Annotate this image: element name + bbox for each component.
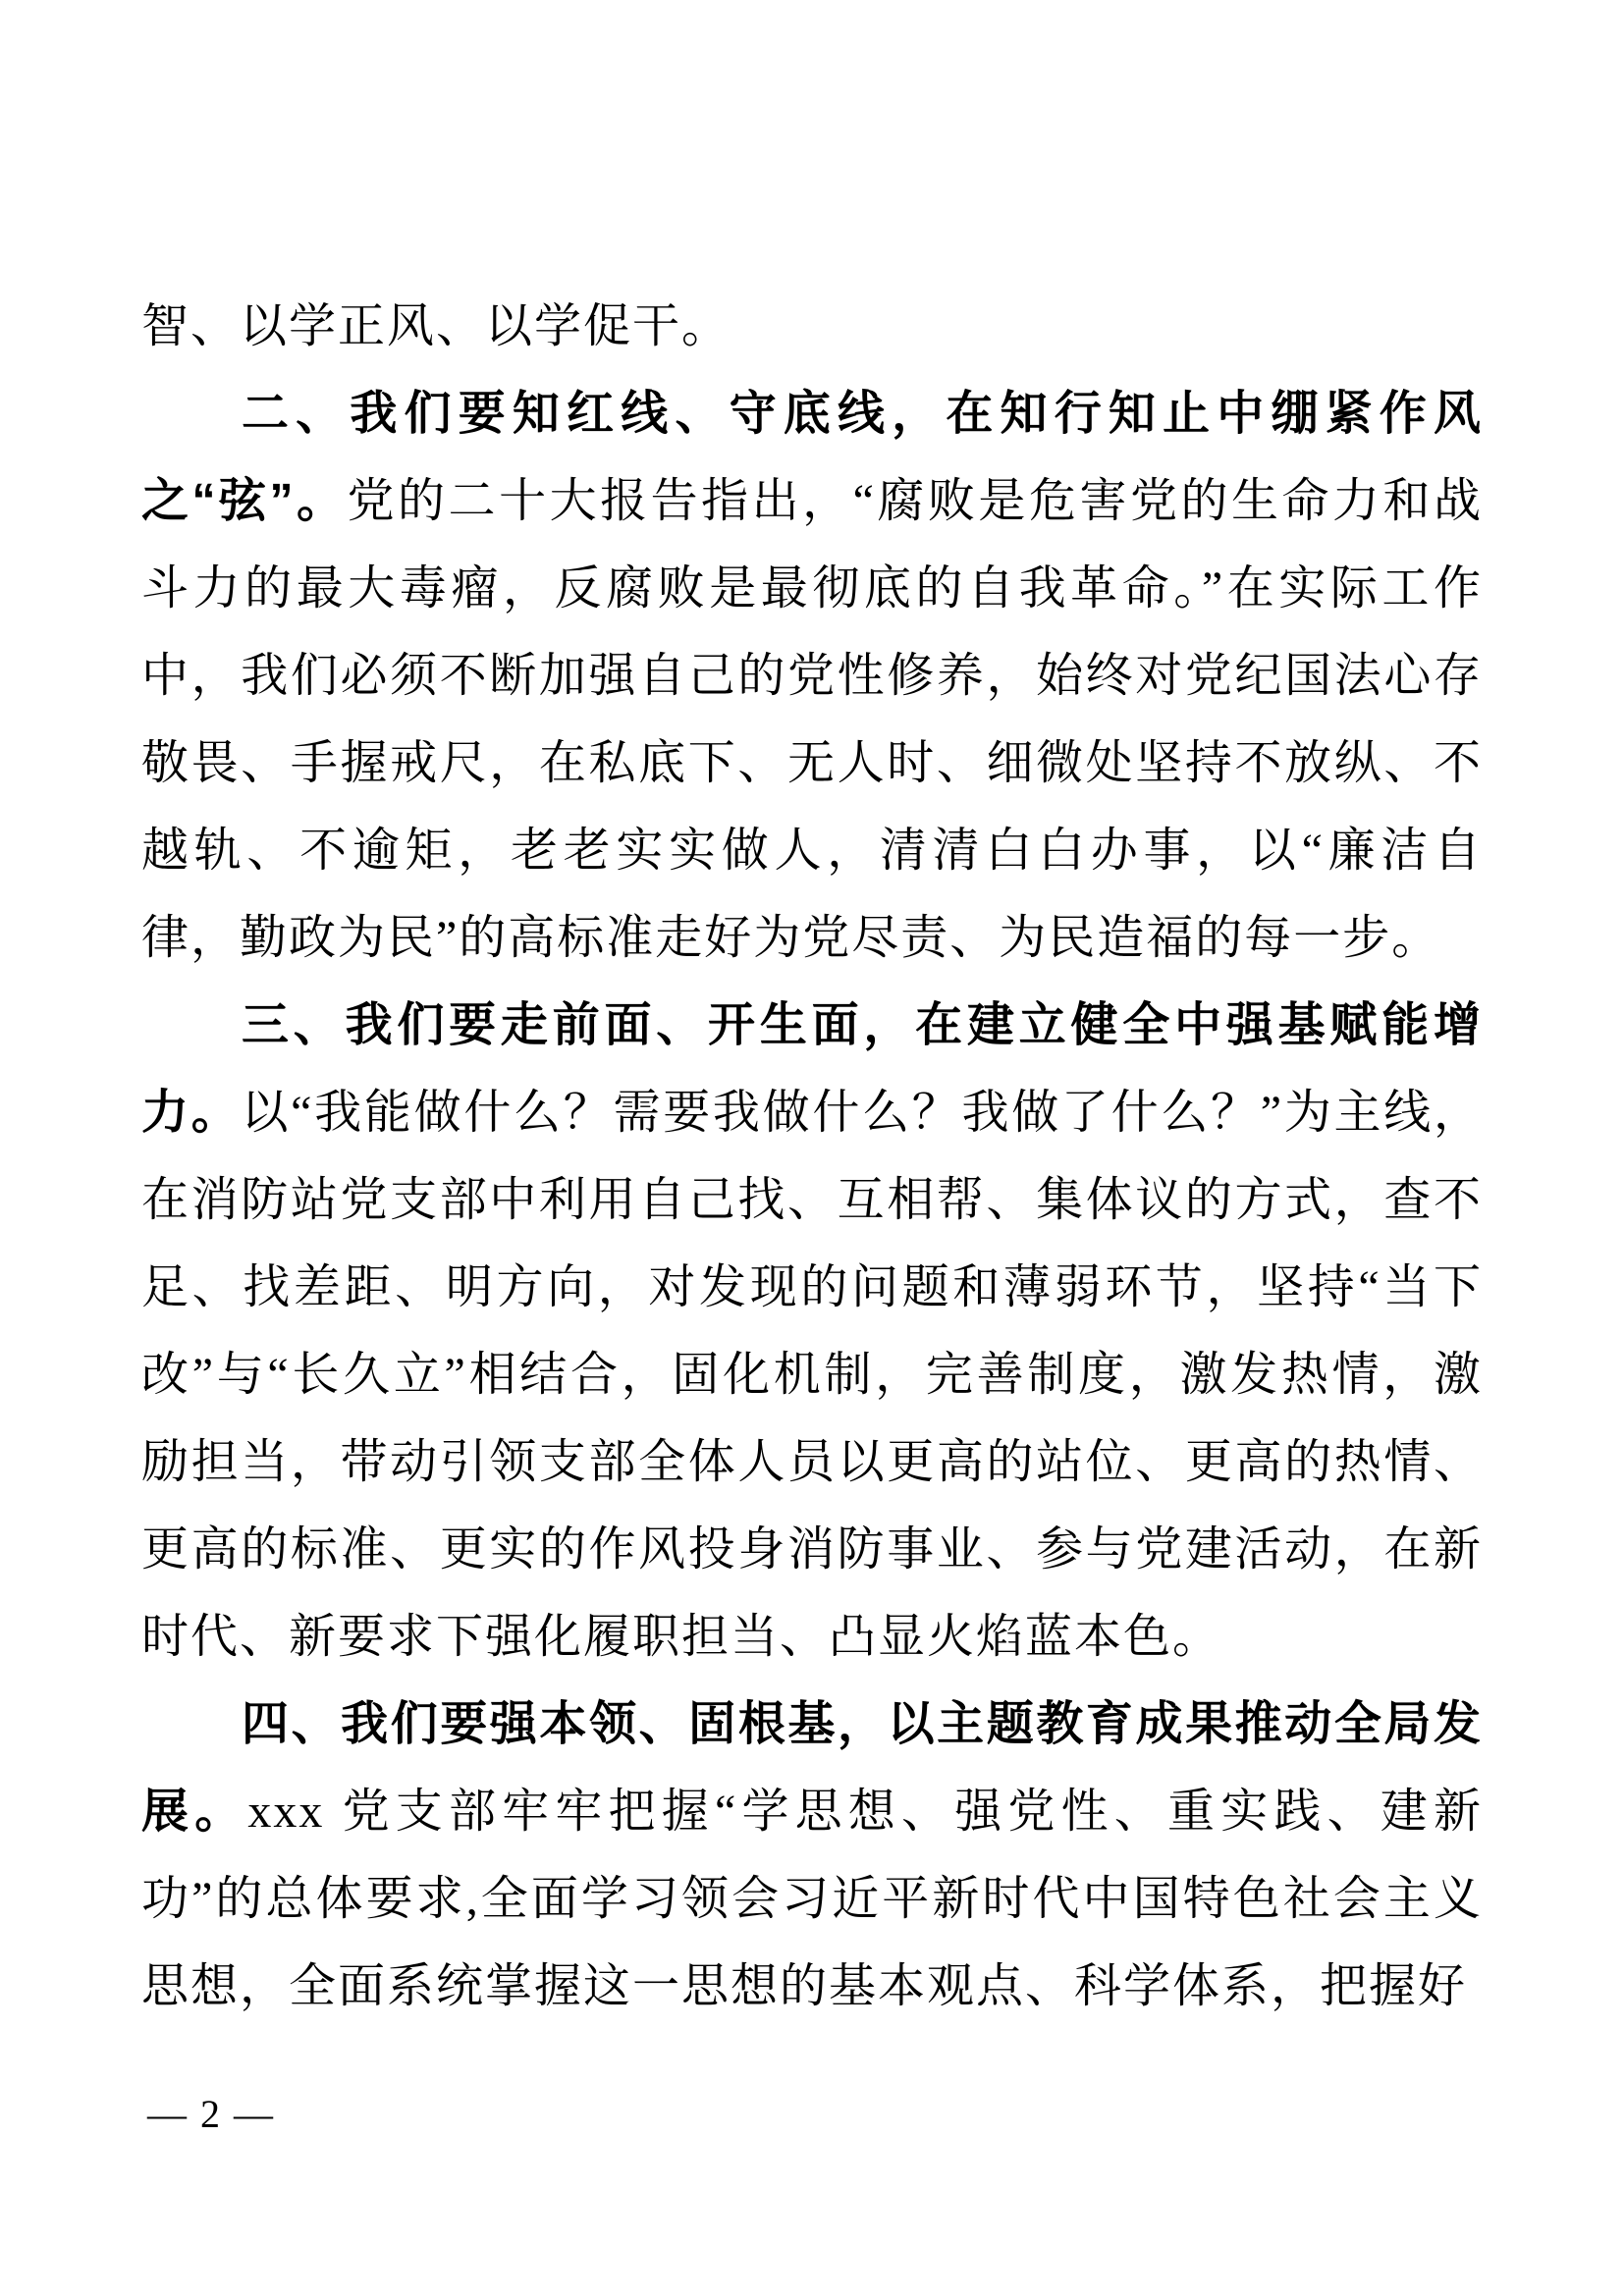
paragraph-section-4	[141, 1681, 1483, 2030]
section-heading-bold: 三、我们要走前面、开生面，在建立健全中强基赋能增力。	[141, 999, 1483, 1139]
paragraph-continuation	[141, 283, 1483, 370]
paragraph-text: 党的二十大报告指出，“腐败是危害党的生命力和战斗力的最大毒瘤，反腐败是最彻底的自我革命。”在实际工作中，我们必须不断加强自己的党性修养，始终对党纪国法心存敬畏、手握戒尺，在私底下、无人时、细微处坚持不放纵、不越轨、不逾矩，老老实实做人，清清白白办事，以“廉洁自律，勤政为民”的高标准走好为党尽责、为民造福的每一步。	[141, 475, 1483, 964]
page-footer	[147, 2091, 275, 2137]
section-heading-bold: 四、我们要强本领、固根基，以主题教育成果推动全局发展。	[141, 1698, 1483, 1838]
paragraph-text: xxx 党支部牢牢把握“学思想、强党性、重实践、建新功”的总体要求,全面学习领会习近平新时代中国特色社会主义思想，全面系统掌握这一思想的基本观点、科学体系，把握好	[141, 1786, 1483, 2012]
paragraph-text: 智、以学正风、以学促干。	[141, 300, 731, 352]
document-body	[141, 283, 1483, 2030]
paragraph-section-3	[141, 982, 1483, 1681]
section-heading-bold: 二、我们要知红线、守底线，在知行知止中绷紧作风之“弦”。	[141, 388, 1483, 527]
page-number: — 2 —	[147, 2092, 275, 2136]
paragraph-text: 以“我能做什么？需要我做什么？我做了什么？”为主线，在消防站党支部中利用自己找、互相帮、集体议的方式，查不足、找差距、明方向，对发现的问题和薄弱环节，坚持“当下改”与“长久立”相结合，固化机制，完善制度，激发热情，激励担当，带动引领支部全体人员以更高的站位、更高的热情、更高的标准、更实的作风投身消防事业、参与党建活动，在新时代、新要求下强化履职担当、凸显火焰蓝本色。	[141, 1087, 1483, 1663]
paragraph-section-2	[141, 370, 1483, 982]
